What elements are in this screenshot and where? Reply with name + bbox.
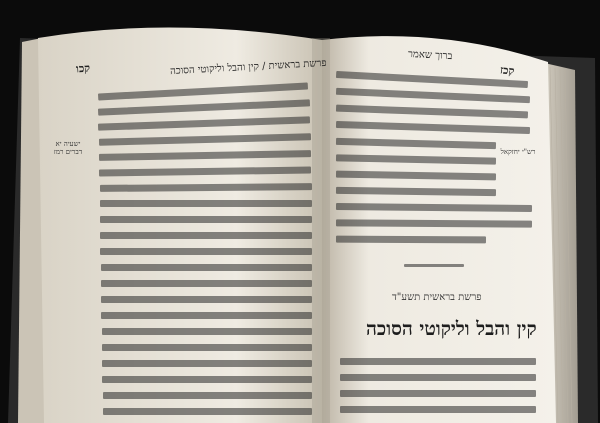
text-line <box>404 264 464 267</box>
text-line <box>100 248 312 255</box>
text-line <box>340 406 536 413</box>
text-line <box>100 200 312 207</box>
text-line <box>340 374 536 381</box>
text-line <box>103 392 312 399</box>
text-line <box>102 376 312 383</box>
text-line <box>101 312 312 319</box>
text-line <box>340 358 536 365</box>
text-line <box>102 344 312 351</box>
text-line <box>101 264 312 271</box>
text-line <box>336 236 486 244</box>
right-section-title: קין והבל וליקוטי הסוכה <box>366 318 537 340</box>
text-line <box>102 360 312 367</box>
text-line <box>101 296 312 303</box>
right-page-header-title: ברוך שאמר <box>407 48 453 63</box>
right-page-number: קכז <box>499 63 515 78</box>
gutter-shadow <box>312 38 330 423</box>
right-section-subtitle: פרשת בראשית תשע"ד <box>392 292 482 303</box>
text-line <box>102 328 312 335</box>
text-line <box>336 219 532 227</box>
text-line <box>103 408 312 415</box>
text-line <box>100 216 312 223</box>
left-margin-note: ישעיה יא דברים רמז <box>53 140 83 156</box>
text-line <box>101 280 312 287</box>
left-page-header-title: פרשת בראשית / קין והבל וליקוטי הסוכה <box>169 57 327 78</box>
left-page-number: קכו <box>75 61 91 76</box>
text-line <box>340 390 536 397</box>
text-line <box>100 232 312 239</box>
right-margin-note: רש"י יחזקאל <box>500 148 536 156</box>
